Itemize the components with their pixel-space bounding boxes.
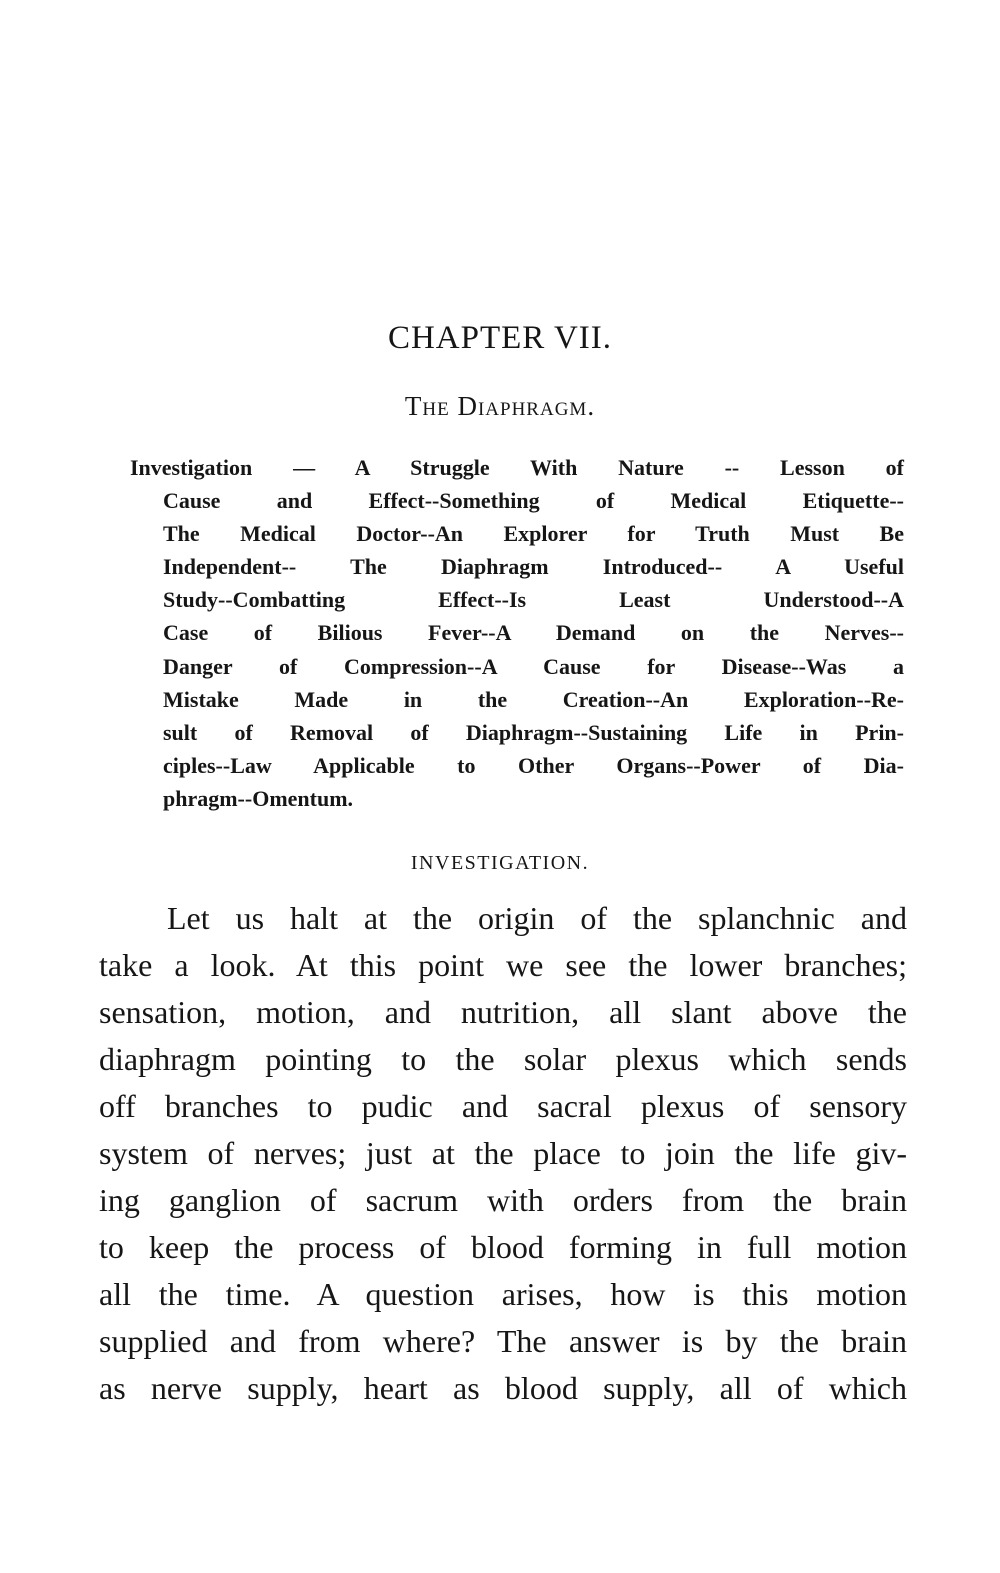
body-line: all the time. A question arises, how is this motion bbox=[99, 1276, 907, 1312]
body-paragraph bbox=[99, 895, 907, 1412]
synopsis-line: Danger of Compression--A Cause for Disease--Was a bbox=[163, 653, 904, 679]
body-line: Let us halt at the origin of the splanchnic and bbox=[167, 900, 907, 936]
synopsis-line: ciples--Law Applicable to Other Organs--Power of Dia- bbox=[163, 752, 904, 778]
body-line: as nerve supply, heart as blood supply, all of which bbox=[99, 1370, 907, 1406]
body-line: to keep the process of blood forming in full motion bbox=[99, 1229, 907, 1265]
synopsis-line: Independent-- The Diaphragm Introduced-- A Useful bbox=[163, 554, 904, 580]
chapter-title: CHAPTER VII. bbox=[387, 320, 613, 356]
body-line: off branches to pudic and sacral plexus of sensory bbox=[99, 1088, 907, 1124]
body-line: ing ganglion of sacrum with orders from the brain bbox=[99, 1182, 907, 1218]
synopsis-line: phragm--Omentum. bbox=[163, 785, 354, 811]
chapter-subtitle: The Diaphragm. bbox=[404, 391, 596, 421]
body-line: sensation, motion, and nutrition, all slant above the bbox=[99, 994, 907, 1030]
synopsis-line: Mistake Made in the Creation--An Exploration--Re- bbox=[163, 686, 904, 712]
synopsis-line: sult of Removal of Diaphragm--Sustaining Life in Prin- bbox=[163, 719, 904, 745]
synopsis-line: The Medical Doctor--An Explorer for Truth Must Be bbox=[163, 521, 904, 547]
body-line: take a look. At this point we see the lower branches; bbox=[99, 947, 907, 983]
chapter-synopsis bbox=[130, 451, 904, 815]
synopsis-line: Study--Combatting Effect--Is Least Understood--A bbox=[163, 587, 904, 613]
body-line: diaphragm pointing to the solar plexus which sends bbox=[99, 1041, 907, 1077]
section-heading: INVESTIGATION. bbox=[410, 852, 590, 874]
body-line: system of nerves; just at the place to join the life giv- bbox=[99, 1135, 907, 1171]
synopsis-line: Case of Bilious Fever--A Demand on the Nerves-- bbox=[163, 620, 904, 646]
body-line: supplied and from where? The answer is by the brain bbox=[99, 1323, 907, 1359]
synopsis-line: Investigation — A Struggle With Nature -- Lesson of bbox=[130, 455, 904, 480]
synopsis-line: Cause and Effect--Something of Medical Etiquette-- bbox=[163, 488, 904, 514]
